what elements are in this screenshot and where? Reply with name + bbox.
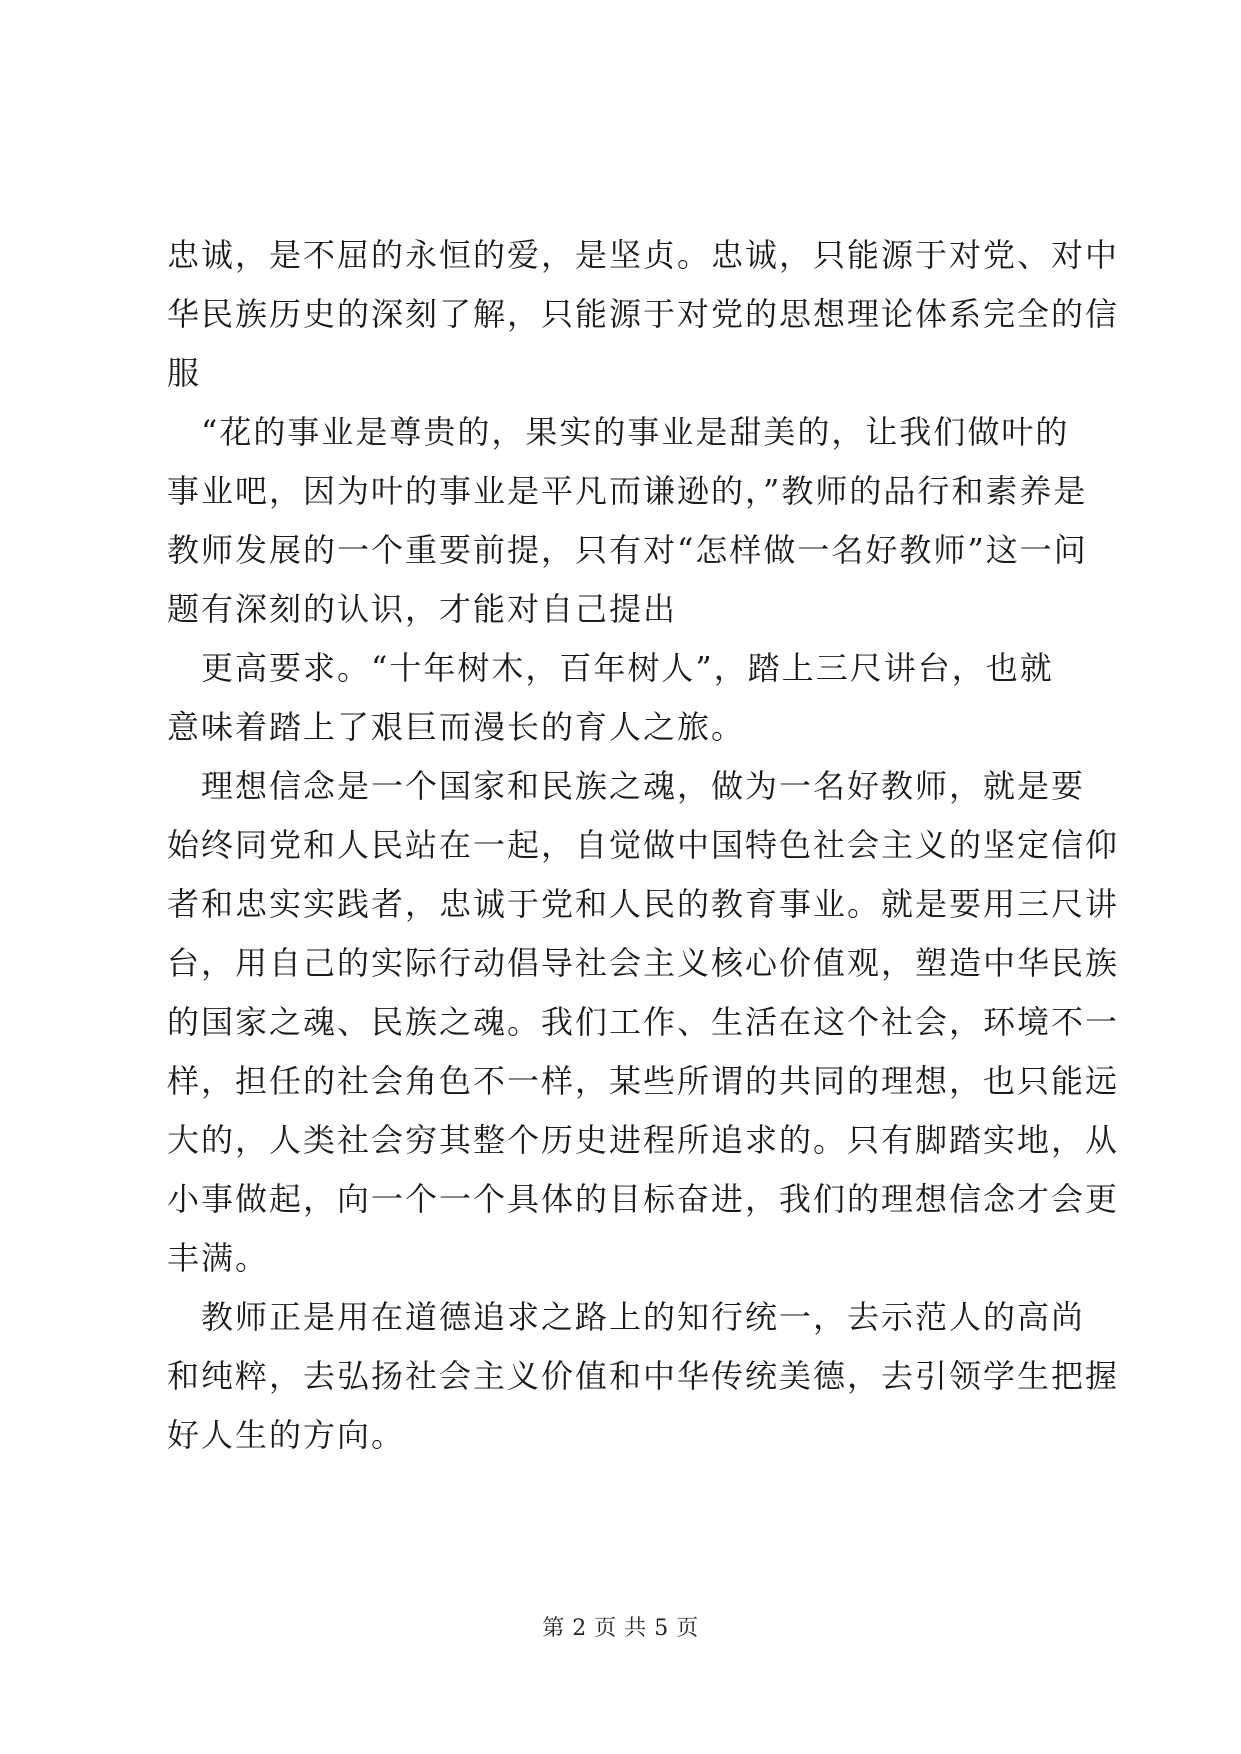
text-line: 样，担任的社会角色不一样，某些所谓的共同的理想，也只能远 <box>167 1062 1120 1100</box>
page-number-label: 第 2 页 共 5 页 <box>542 1616 699 1641</box>
text-line: 的国家之魂、民族之魂。我们工作、生活在这个社会，环境不一 <box>167 1003 1120 1041</box>
page-footer <box>0 1611 1241 1642</box>
text-line: 小事做起，向一个一个具体的目标奋进，我们的理想信念才会更 <box>167 1180 1120 1218</box>
text-line: 事业吧，因为叶的事业是平凡而谦逊的，”教师的品行和素养是 <box>167 472 1088 510</box>
text-line: 和纯粹，去弘扬社会主义价值和中华传统美德，去引领学生把握 <box>167 1357 1120 1395</box>
paragraph-start-line: 教师正是用在道德追求之路上的知行统一，去示范人的高尚 <box>167 1298 1086 1336</box>
document-body <box>167 226 1120 1465</box>
paragraph-start-line: “花的事业是尊贵的，果实的事业是甜美的，让我们做叶的 <box>167 413 1070 451</box>
text-line: 意味着踏上了艰巨而漫长的育人之旅。 <box>167 708 746 746</box>
text-line: 大的，人类社会穷其整个历史进程所追求的。只有脚踏实地，从 <box>167 1121 1120 1159</box>
text-line: 华民族历史的深刻了解，只能源于对党的思想理论体系完全的信 <box>167 295 1120 333</box>
text-line: 始终同党和人民站在一起，自觉做中国特色社会主义的坚定信仰 <box>167 826 1120 864</box>
text-line: 者和忠实实践者，忠诚于党和人民的教育事业。就是要用三尺讲 <box>167 885 1120 923</box>
text-line: 丰满。 <box>167 1239 270 1277</box>
paragraph-start-line: 更高要求。“十年树木，百年树人”，踏上三尺讲台，也就 <box>167 649 1054 687</box>
text-line: 忠诚，是不屈的永恒的爱，是坚贞。忠诚，只能源于对党、对中 <box>167 236 1120 274</box>
text-line: 教师发展的一个重要前提，只有对“怎样做一名好教师”这一问 <box>167 531 1088 569</box>
paragraph-start-line: 理想信念是一个国家和民族之魂，做为一名好教师，就是要 <box>167 767 1086 805</box>
text-line: 好人生的方向。 <box>167 1416 406 1454</box>
text-line: 台，用自己的实际行动倡导社会主义核心价值观，塑造中华民族 <box>167 944 1120 982</box>
text-line: 服 <box>167 354 202 392</box>
text-line: 题有深刻的认识，才能对自己提出 <box>167 590 678 628</box>
